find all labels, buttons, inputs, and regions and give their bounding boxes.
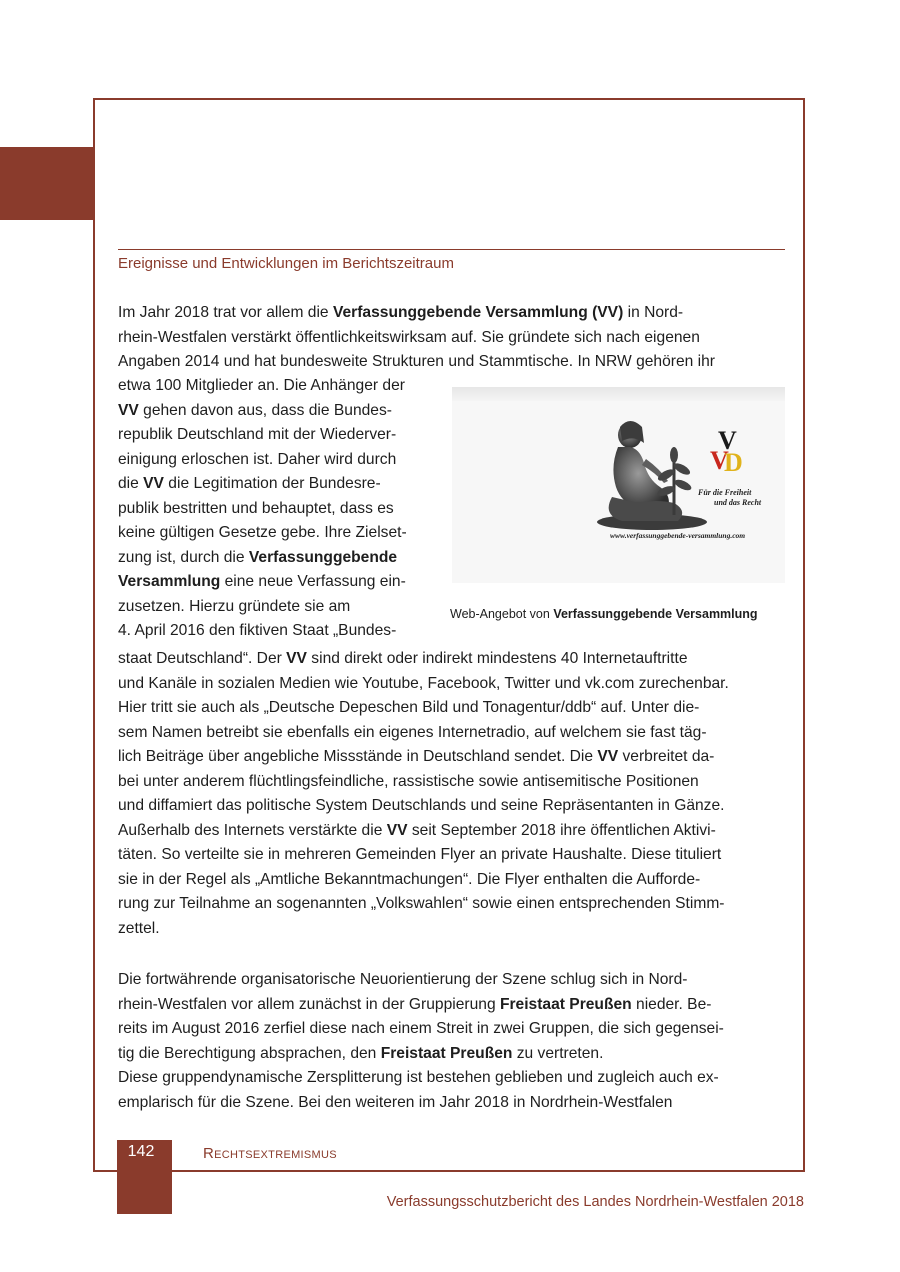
text-run: eine neue Verfassung ein-: [220, 573, 406, 590]
kneeling-figure-illustration: [452, 387, 785, 583]
text-line: [118, 1066, 724, 1091]
text-run: in Nord-: [623, 304, 684, 321]
text-run: Angaben 2014 und hat bundesweite Strukturen und Stammtische. In NRW gehören ihr: [118, 353, 715, 370]
text-run: Die fortwährende organisatorische Neuorientierung der Szene schlug sich in Nord-: [118, 971, 688, 988]
paragraph-intro: [118, 301, 715, 375]
caption-prefix: Web-Angebot von: [450, 607, 554, 621]
logo-slogan-line-2: und das Recht: [714, 498, 762, 507]
text-line: [118, 672, 729, 697]
text-run: Im Jahr 2018 trat vor allem die: [118, 304, 333, 321]
text-run: keine gültigen Gesetze gebe. Ihre Zielset-: [118, 524, 407, 541]
bold-term: Verfassunggebende Versammlung (VV): [332, 304, 624, 321]
text-run: zusetzen. Hierzu gründete sie am: [118, 597, 351, 615]
text-run: und diffamiert das politische System Deutschlands und seine Repräsentanten in Gänze.: [118, 797, 725, 814]
text-line: [118, 770, 729, 795]
section-rule: [118, 249, 785, 250]
text-line: [118, 521, 407, 546]
text-line: [118, 647, 729, 672]
text-line: [118, 968, 724, 993]
text-run: Diese gruppendynamische Zersplitterung ist bestehen geblieben und zugleich auch ex-: [118, 1069, 719, 1086]
text-line: [118, 374, 407, 399]
page-number: 142: [127, 1143, 155, 1160]
logo-letter-v1: V: [718, 426, 737, 455]
bold-term: VV: [386, 821, 408, 839]
text-line: [118, 350, 715, 375]
text-line: [118, 794, 729, 819]
bold-term: VV: [118, 401, 139, 419]
text-run: sem Namen betreibt sie ebenfalls ein eigenes Internetradio, auf welchem sie fast täg-: [118, 723, 707, 741]
text-run: staat Deutschland“. Der: [118, 650, 287, 667]
text-run: publik bestritten und behauptet, dass es: [118, 499, 394, 517]
text-run: 4. April 2016 den fiktiven Staat „Bundes-: [118, 622, 397, 639]
text-line: [118, 448, 407, 473]
report-title: Verfassungsschutzbericht des Landes Nordrhein-Westfalen 2018: [386, 1194, 804, 1210]
text-run: rhein-Westfalen verstärkt öffentlichkeitswirksam auf. Sie gründete sich nach eigenen: [118, 328, 700, 346]
text-line: [118, 1091, 724, 1116]
logo-letter-d: D: [724, 448, 743, 477]
text-run: einigung erloschen ist. Daher wird durch: [118, 450, 397, 468]
text-run: gehen davon aus, dass die Bundes-: [138, 401, 392, 419]
text-run: nieder. Be-: [631, 995, 712, 1013]
text-line: [118, 892, 729, 917]
text-run: rung zur Teilnahme an sogenannten „Volkswahlen“ sowie einen entsprechenden Stimm-: [118, 895, 725, 912]
text-line: [118, 917, 729, 942]
bold-term: VV: [143, 475, 164, 492]
caption-org-name: Verfassunggebende Versammlung: [553, 607, 758, 621]
text-line: [118, 745, 729, 770]
text-line: [118, 721, 729, 746]
text-run: sind direkt oder indirekt mindestens 40 Internetauftritte: [306, 650, 688, 667]
text-run: sie in der Regel als „Amtliche Bekanntmachungen“. Die Flyer enthalten die Aufforde-: [118, 870, 701, 888]
text-line: [118, 819, 729, 844]
text-line: [118, 399, 407, 424]
text-line: [118, 326, 715, 351]
text-line: [118, 497, 407, 522]
bold-term: VV: [597, 748, 619, 765]
footer-section-label: Rechtsextremismus: [203, 1145, 337, 1162]
text-line: [118, 472, 407, 497]
text-run: zettel.: [118, 919, 160, 937]
bold-term: VV: [286, 650, 307, 667]
logo-letter-v2: V: [710, 446, 729, 475]
bold-term: Verfassunggebende: [248, 548, 398, 566]
text-run: die Legitimation der Bundesre-: [163, 475, 381, 492]
text-run: rhein-Westfalen vor allem zunächst in der Gruppierung: [118, 995, 500, 1013]
bold-term: Freistaat Preußen: [380, 1044, 513, 1062]
text-line: [118, 546, 407, 571]
text-line: [118, 619, 407, 644]
bold-term: Versammlung: [118, 573, 221, 590]
text-run: seit September 2018 ihre öffentlichen Aktivi-: [407, 821, 716, 839]
paragraph-second: [118, 968, 724, 1115]
text-line: [118, 1017, 724, 1042]
text-line: [118, 1042, 724, 1067]
chapter-marker-tab: [0, 147, 93, 220]
text-run: und Kanäle in sozialen Medien wie Youtube, Facebook, Twitter und vk.com zurechenbar.: [118, 674, 729, 692]
figure-caption: [450, 607, 758, 621]
text-run: Außerhalb des Internets verstärkte die: [118, 821, 387, 839]
text-run: Hier tritt sie auch als „Deutsche Depeschen Bild und Tonagentur/ddb“ auf. Unter die-: [118, 699, 700, 716]
text-run: reits im August 2016 zerfiel diese nach einem Streit in zwei Gruppen, die sich gegensei-: [118, 1020, 724, 1037]
website-url-text: www.verfassunggebende-versammlung.com: [610, 531, 746, 540]
text-line: [118, 993, 724, 1018]
text-run: lich Beiträge über angebliche Missstände in Deutschland sendet. Die: [118, 748, 598, 765]
text-run: täten. So verteilte sie in mehreren Gemeinden Flyer an private Haushalte. Diese tituliert: [118, 846, 722, 863]
text-run: verbreitet da-: [618, 748, 715, 765]
text-run: die: [118, 475, 144, 492]
text-line: [118, 696, 729, 721]
text-line: [118, 843, 729, 868]
text-line: [118, 301, 715, 326]
text-run: tig die Berechtigung absprachen, den: [118, 1044, 381, 1062]
paragraph-main: [118, 647, 729, 941]
section-heading: Ereignisse und Entwicklungen im Berichtszeitraum: [118, 255, 454, 272]
text-run: zung ist, durch die: [118, 548, 249, 566]
text-run: republik Deutschland mit der Wiederver-: [118, 426, 397, 443]
text-run: emplarisch für die Szene. Bei den weiteren im Jahr 2018 in Nordrhein-Westfalen: [118, 1093, 673, 1111]
logo-slogan-line-1: Für die Freiheit: [698, 488, 752, 497]
paragraph-wrapped-text: [118, 374, 407, 644]
text-run: zu vertreten.: [512, 1044, 604, 1062]
text-run: bei unter anderem flüchtlingsfeindliche, rassistische sowie antisemitische Positionen: [118, 772, 699, 790]
bold-term: Freistaat Preußen: [499, 995, 632, 1013]
text-line: [118, 423, 407, 448]
website-screenshot-image: [452, 387, 785, 583]
text-line: [118, 868, 729, 893]
text-run: etwa 100 Mitglieder an. Die Anhänger der: [118, 377, 405, 394]
text-line: [118, 595, 407, 620]
text-line: [118, 570, 407, 595]
